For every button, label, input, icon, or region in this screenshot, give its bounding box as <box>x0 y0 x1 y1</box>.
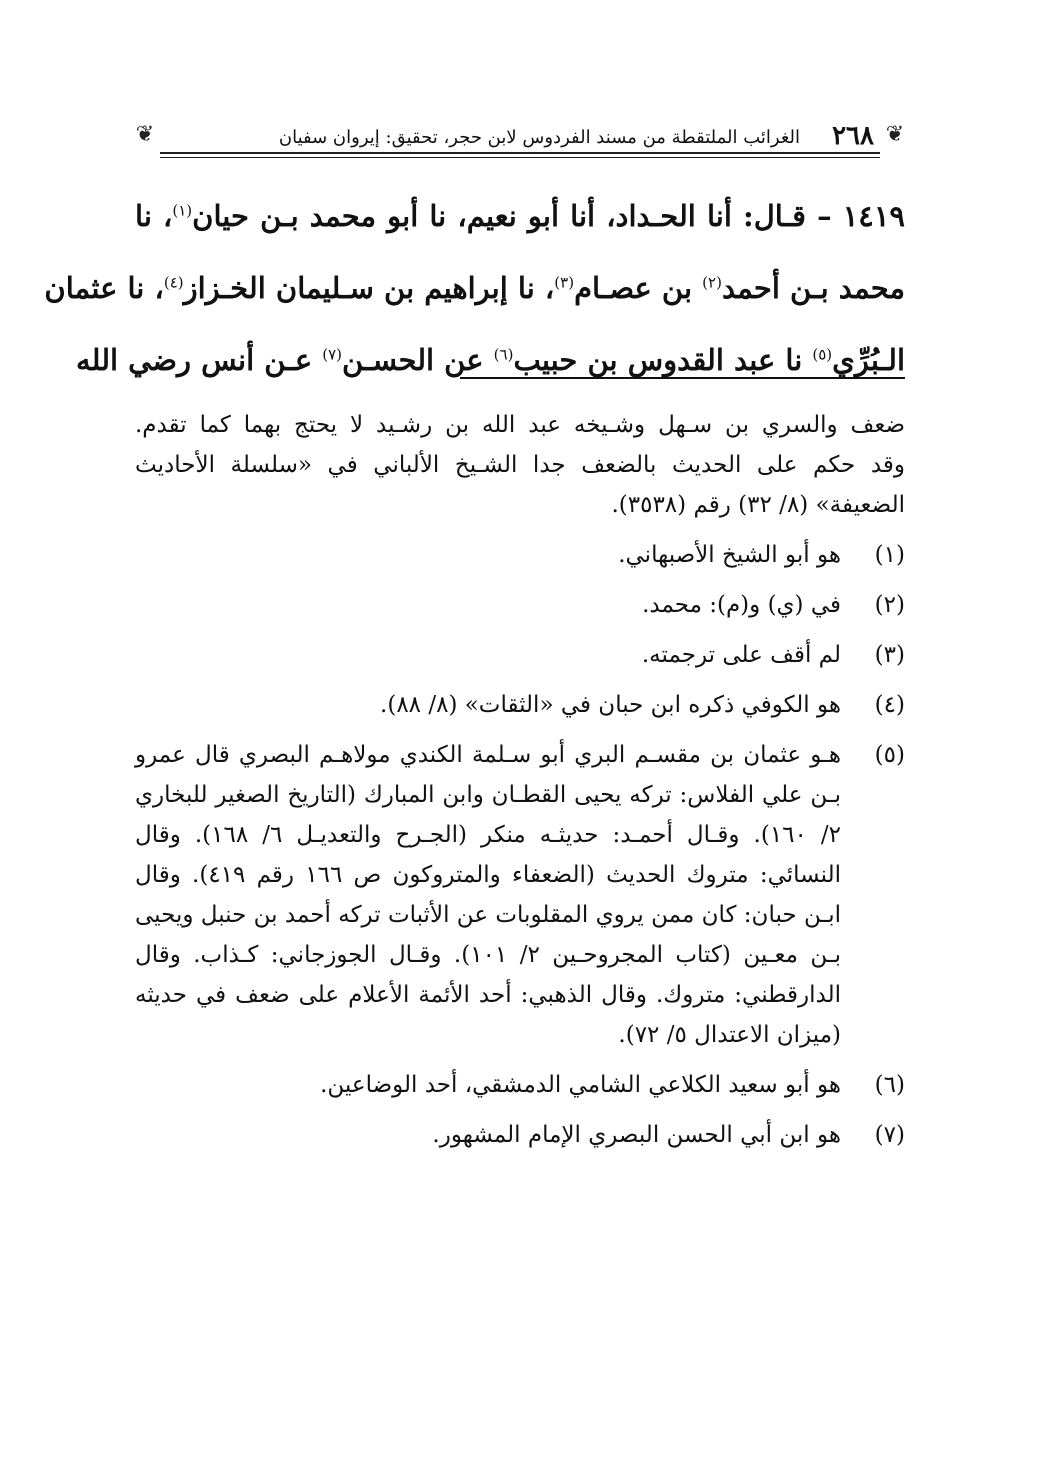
footnote-ref[interactable]: (٣) <box>554 273 575 292</box>
header-rule <box>160 152 880 154</box>
ornament-left-icon: ❦ <box>135 122 155 147</box>
footnote-ref[interactable]: (٧) <box>322 345 343 364</box>
footnote-6: (٦) هو أبو سعيد الكلاعي الشامي الدمشقي، أحد الوضاعين. <box>135 1065 905 1105</box>
footnote-1: (١) هو أبو الشيخ الأصبهاني. <box>135 535 905 575</box>
hadith-line: الـبُرِّي$^{(٥)}$ نا عبد القدوس بن حبيب$^{(٦)}$ عن الحسـن$^{(٧)}$ عـن أنس رضي الله <box>76 343 905 377</box>
footnote-number: (٥) <box>874 742 905 768</box>
footnote-2: (٢) في (ي) و(م): محمد. <box>135 585 905 625</box>
footnote-number: (٧) <box>874 1122 905 1148</box>
footnote-separator <box>460 377 905 379</box>
hadith-text <box>44 180 905 396</box>
footnotes <box>135 405 905 1155</box>
running-header <box>130 118 910 160</box>
page-number: ٢٦٨ <box>832 121 874 151</box>
footnote-ref[interactable]: (١) <box>172 201 193 220</box>
running-title: الغرائب الملتقطة من مسند الفردوس لابن حجر، تحقيق: إيروان سفيان <box>278 127 800 148</box>
footnote-number: (٤) <box>874 692 905 718</box>
footnote-7: (٧) هو ابن أبي الحسن البصري الإمام المشهور. <box>135 1115 905 1155</box>
footnote-3: (٣) لم أقف على ترجمته. <box>135 635 905 675</box>
footnote-number: (٦) <box>874 1072 905 1098</box>
footnote-number: (١) <box>874 542 905 568</box>
footnote-5: (٥) هـو عثمان بن مقسـم البري أبو سـلمة الكندي مولاهـم البصري قال عمرو بـن علي الفلاس: تركه يحيى القطـان وابن المبارك (التاريخ الصغير للبخاري ٢/ ١٦٠). وقـال أحمـد: حديثـه منكر (الجـرح والتعديـل ٦/ ١٦٨). وقال النسائي: متروك الحديث (الضعفاء والمتروكون ص ١٦٦ رقم ٤١٩). وقال ابـن حبان: كان ممن يروي المقلوبات عن الأثبات تركه أحمد بن حنبل ويحيى بـن معـين (كتاب المجروحـين ٢/ ١٠١). وقـال الجوزجاني: كـذاب. وقال الدارقطني: متروك. وقال الذهبي: أحد الأئمة الأعلام على ضعف في حديثه (ميزان الاعتدال ٥/ ٧٢). <box>135 735 905 1055</box>
footnote-ref[interactable]: (٥) <box>812 345 833 364</box>
hadith-line: محمد بـن أحمد$^{(٢)}$ بن عصـام$^{(٣)}$، نا إبراهيم بن سـليمان الخـزاز$^{(٤)}$، نا عثمان <box>44 271 905 305</box>
footnote-4: (٤) هو الكوفي ذكره ابن حبان في «الثقات» (٨/ ٨٨). <box>135 685 905 725</box>
ornament-right-icon: ❦ <box>885 122 905 147</box>
header-rule-thin <box>160 157 880 158</box>
footnote-ref[interactable]: (٤) <box>163 273 184 292</box>
footnote-number: (٣) <box>874 642 905 668</box>
hadith-line: ١٤١٩ – قـال: أنا الحـداد، أنا أبو نعيم، نا أبو محمد بـن حيان$^{(١)}$، نا <box>135 199 905 233</box>
footnote-ref[interactable]: (٢) <box>702 273 722 292</box>
footnote-ref[interactable]: (٦) <box>493 345 514 364</box>
footnote-number: (٢) <box>874 592 905 618</box>
footnote-continuation: ضعف والسري بن سـهل وشـيخه عبد الله بن رشـيد لا يحتج بهما كما تقدم. وقد حكم على الحديث بالضعف جدا الشـيخ الألباني في «سلسلة الأحاديث الضعيفة» (٨/ ٣٢) رقم (٣٥٣٨). <box>135 412 905 518</box>
